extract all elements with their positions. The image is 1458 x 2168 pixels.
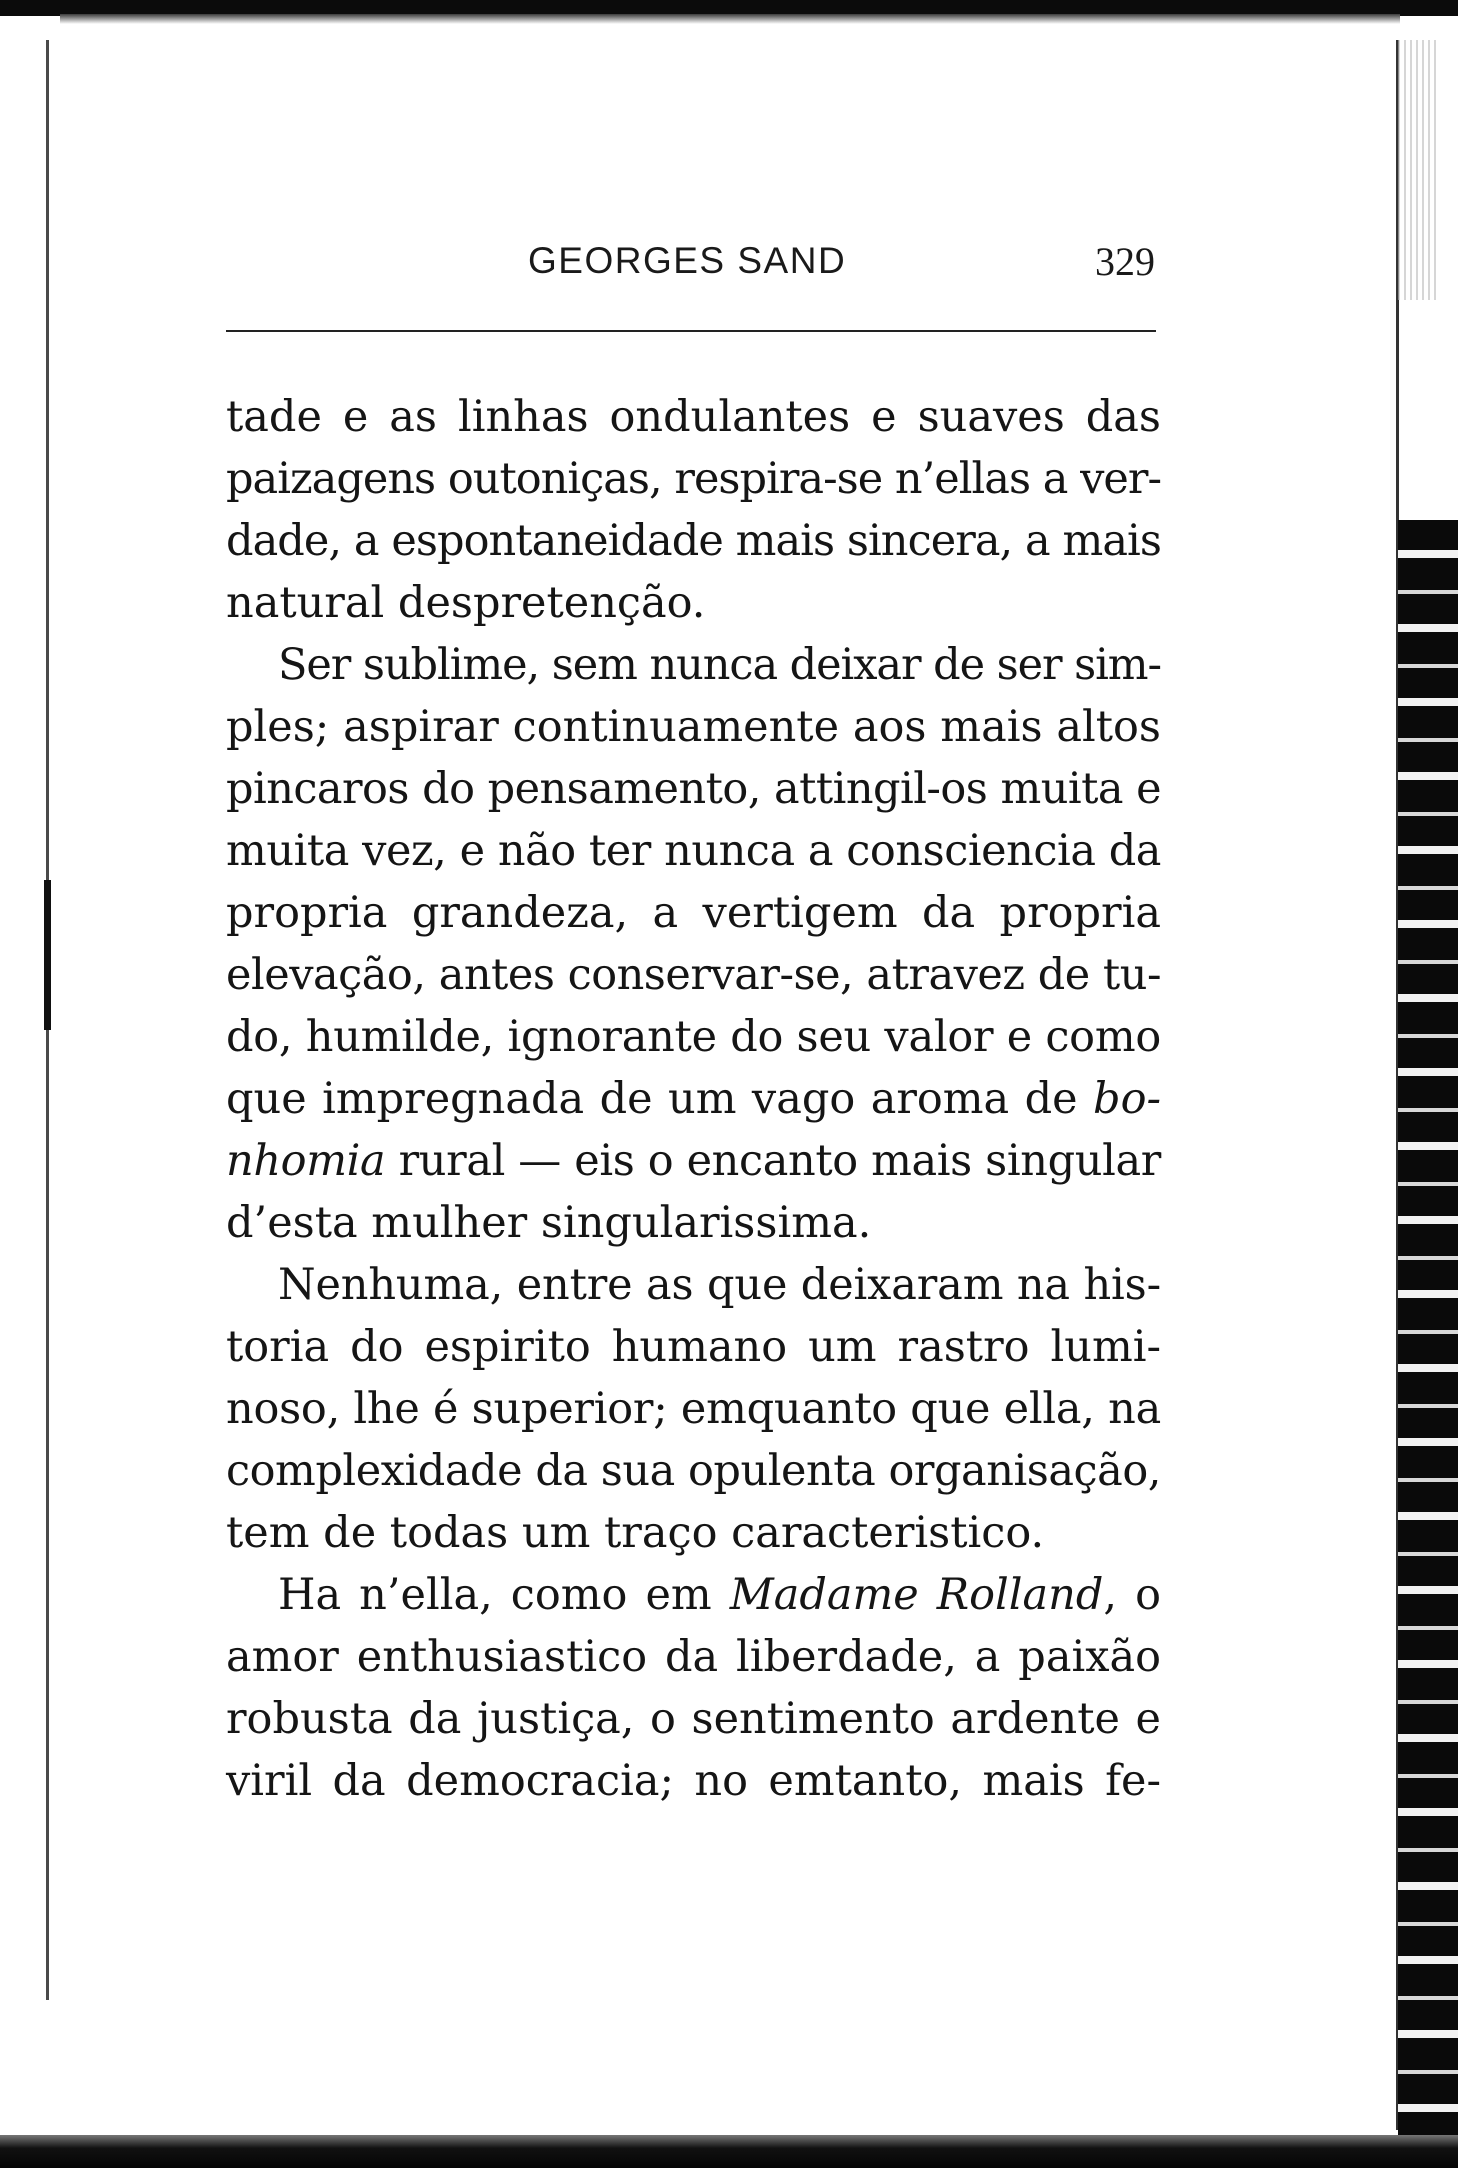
text-line: viril da democracia; no emtanto, mais fe- bbox=[226, 1756, 1161, 1806]
text-line: tade e as linhas ondulantes e suaves das bbox=[226, 392, 1161, 442]
scan-left-mark bbox=[44, 880, 51, 1030]
text-line: d’esta mulher singularissima. bbox=[226, 1198, 872, 1248]
body-text bbox=[226, 386, 1161, 1812]
text-line: elevação, antes conservar-se, atravez de tu- bbox=[226, 950, 1161, 1000]
scan-bottom-edge bbox=[0, 2135, 1458, 2168]
scan-top-shadow bbox=[60, 14, 1400, 24]
header-rule bbox=[226, 330, 1156, 332]
scan-right-page-stack bbox=[1398, 40, 1438, 300]
text-line: dade, a espontaneidade mais sincera, a mais bbox=[226, 516, 1161, 566]
text-line: nhomia rural — eis o encanto mais singular bbox=[226, 1136, 1161, 1186]
scan-right-edge bbox=[1398, 520, 1458, 2140]
text-line: amor enthusiastico da liberdade, a paixão bbox=[226, 1632, 1161, 1682]
text-line: Nenhuma, entre as que deixaram na his- bbox=[278, 1260, 1161, 1310]
text-line: ples; aspirar continuamente aos mais altos bbox=[226, 702, 1161, 752]
text-line: paizagens outoniças, respira-se n’ellas a ver- bbox=[226, 454, 1161, 504]
text-line: toria do espirito humano um rastro lumi- bbox=[226, 1322, 1161, 1372]
text-line: robusta da justiça, o sentimento ardente e bbox=[226, 1694, 1161, 1744]
text-line: propria grandeza, a vertigem da propria bbox=[226, 888, 1161, 938]
text-line: natural despretenção. bbox=[226, 578, 706, 628]
text-line: pincaros do pensamento, attingil-os muita e bbox=[226, 764, 1161, 814]
text-line: Ser sublime, sem nunca deixar de ser sim- bbox=[278, 640, 1161, 690]
text-line: tem de todas um traço caracteristico. bbox=[226, 1508, 1045, 1558]
text-line: noso, lhe é superior; emquanto que ella, na bbox=[226, 1384, 1161, 1434]
text-line: do, humilde, ignorante do seu valor e como bbox=[226, 1012, 1161, 1062]
text-line: complexidade da sua opulenta organisação, bbox=[226, 1446, 1161, 1496]
text-line: Ha n’ella, como em Madame Rolland, o bbox=[278, 1570, 1161, 1620]
running-title: GEORGES SAND bbox=[528, 240, 847, 281]
text-line: que impregnada de um vago aroma de bo- bbox=[226, 1074, 1161, 1124]
text-line: muita vez, e não ter nunca a consciencia da bbox=[226, 826, 1161, 876]
page-number: 329 bbox=[1095, 239, 1155, 284]
